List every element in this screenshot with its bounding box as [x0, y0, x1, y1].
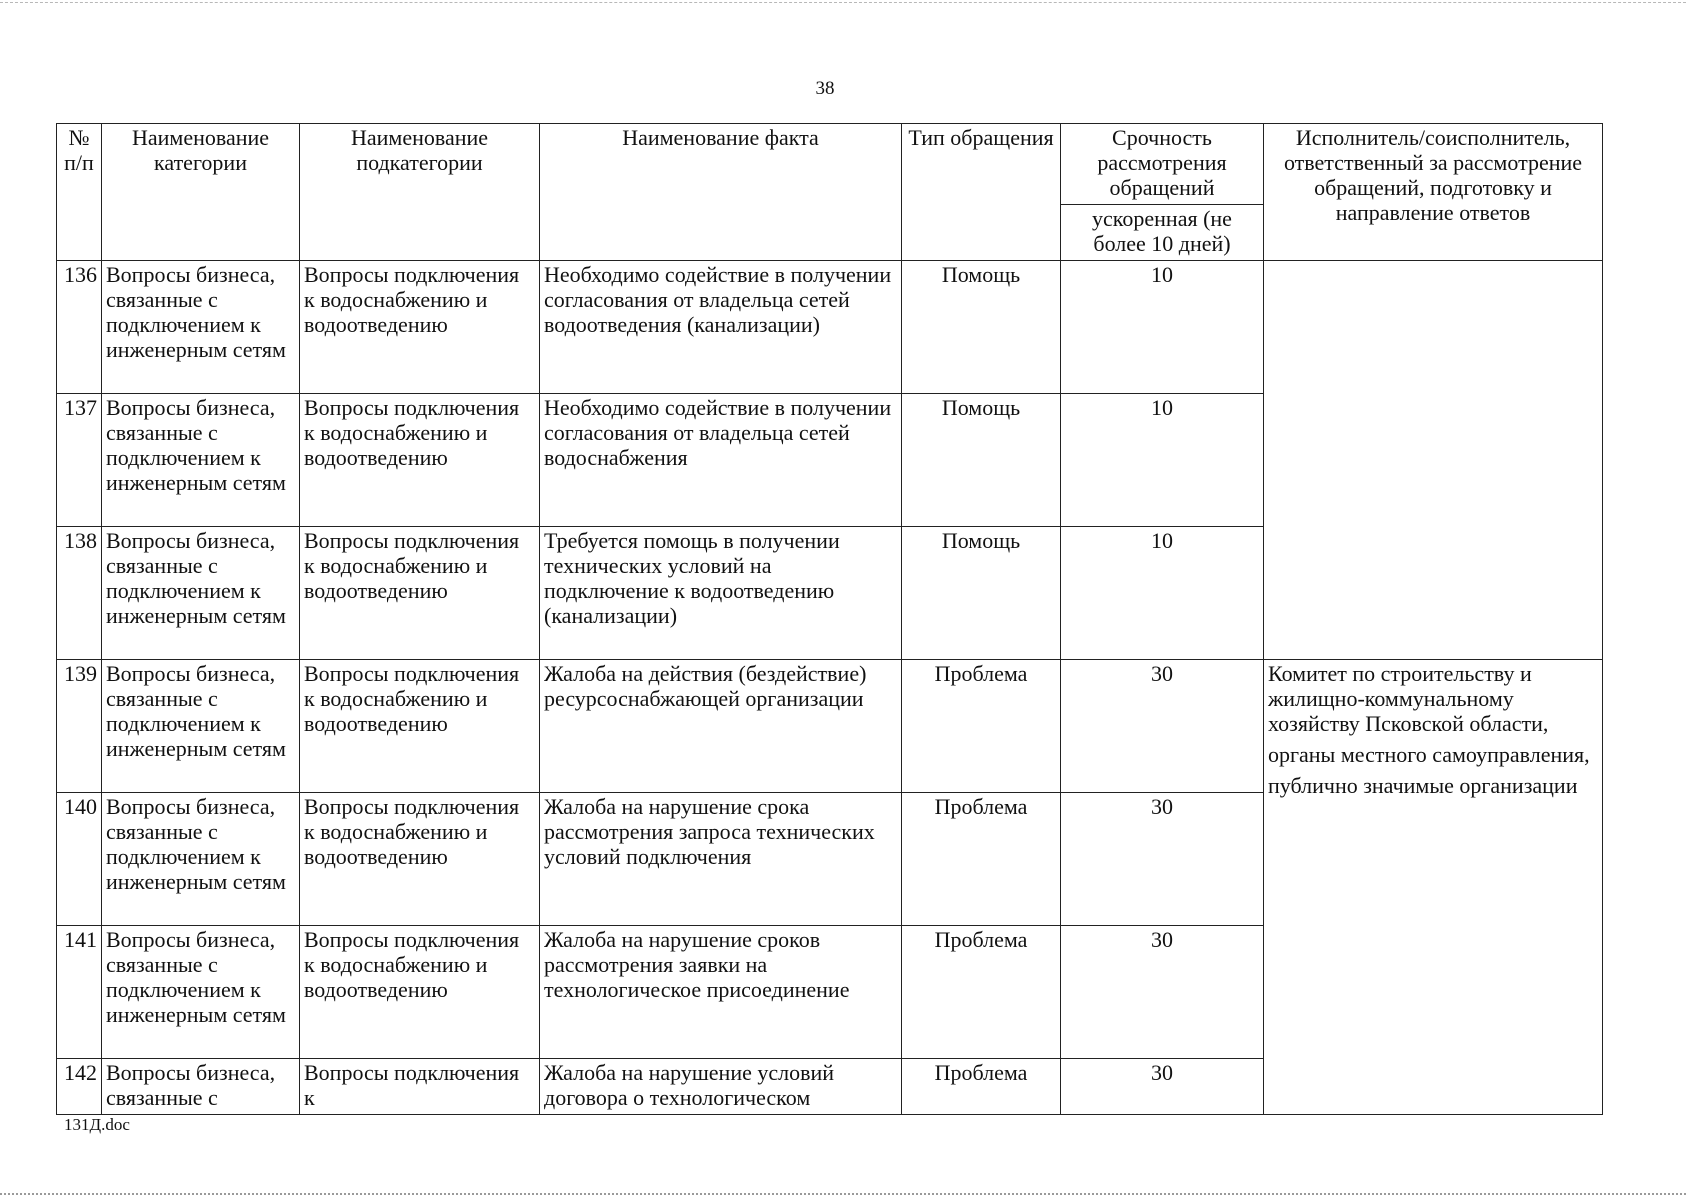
table-row [57, 261, 1603, 394]
row-type: Проблема [902, 793, 1061, 926]
row-subcategory: Вопросы подключения к водоснабжению и водоотведению [300, 660, 540, 793]
row-type: Помощь [902, 527, 1061, 660]
row-category: Вопросы бизнеса, связанные с [102, 1059, 300, 1115]
row-executor-empty [1264, 261, 1603, 660]
header-urgency-accelerated: ускоренная (не более 10 дней) [1061, 205, 1264, 261]
row-category: Вопросы бизнеса, связанные с подключением к инженерным сетям [102, 261, 300, 394]
row-number: 139 [57, 660, 102, 793]
row-category: Вопросы бизнеса, связанные с подключением к инженерным сетям [102, 660, 300, 793]
page-number: 38 [815, 78, 835, 99]
row-fact: Жалоба на нарушение сроков рассмотрения заявки на технологическое присоединение [540, 926, 902, 1059]
row-days: 30 [1061, 926, 1264, 1059]
row-days: 30 [1061, 660, 1264, 793]
row-subcategory: Вопросы подключения к водоснабжению и водоотведению [300, 793, 540, 926]
row-days: 10 [1061, 527, 1264, 660]
row-type: Проблема [902, 926, 1061, 1059]
executor-cell [1264, 660, 1603, 1115]
row-subcategory: Вопросы подключения к водоснабжению и водоотведению [300, 261, 540, 394]
row-number: 136 [57, 261, 102, 394]
executor-committee: Комитет по строительству и жилищно-коммунальному хозяйству Псковской области, [1268, 661, 1549, 736]
row-days: 30 [1061, 1059, 1264, 1115]
header-type: Тип обращения [902, 124, 1061, 261]
header-executor: Исполнитель/соисполнитель, ответственный за рассмотрение обращений, подготовку и направление ответов [1264, 124, 1603, 261]
row-subcategory: Вопросы подключения к водоснабжению и водоотведению [300, 527, 540, 660]
row-subcategory: Вопросы подключения к [300, 1059, 540, 1115]
row-days: 10 [1061, 394, 1264, 527]
row-fact: Необходимо содействие в получении согласования от владельца сетей водоотведения (канализации) [540, 261, 902, 394]
appeals-table [56, 123, 1603, 1115]
executor-public-organizations: публично значимые организации [1268, 773, 1578, 798]
row-days: 10 [1061, 261, 1264, 394]
row-subcategory: Вопросы подключения к водоснабжению и водоотведению [300, 926, 540, 1059]
row-number: 138 [57, 527, 102, 660]
table-row [57, 660, 1603, 793]
row-fact: Жалоба на нарушение срока рассмотрения запроса технических условий подключения [540, 793, 902, 926]
header-num: № п/п [57, 124, 102, 261]
row-number: 142 [57, 1059, 102, 1115]
header-urgency: Срочность рассмотрения обращений [1061, 124, 1264, 205]
row-category: Вопросы бизнеса, связанные с подключением к инженерным сетям [102, 527, 300, 660]
row-category: Вопросы бизнеса, связанные с подключением к инженерным сетям [102, 926, 300, 1059]
row-number: 140 [57, 793, 102, 926]
row-type: Помощь [902, 261, 1061, 394]
row-category: Вопросы бизнеса, связанные с подключением к инженерным сетям [102, 793, 300, 926]
header-fact: Наименование факта [540, 124, 902, 261]
row-fact: Жалоба на нарушение условий договора о технологическом [540, 1059, 902, 1115]
row-type: Помощь [902, 394, 1061, 527]
scan-edge-top [0, 2, 1686, 3]
row-fact: Требуется помощь в получении технических условий на подключение к водоотведению (канализации) [540, 527, 902, 660]
header-subcategory: Наименование подкатегории [300, 124, 540, 261]
row-number: 141 [57, 926, 102, 1059]
row-days: 30 [1061, 793, 1264, 926]
scan-edge-bottom [0, 1193, 1686, 1195]
row-number: 137 [57, 394, 102, 527]
row-type: Проблема [902, 660, 1061, 793]
row-fact: Необходимо содействие в получении согласования от владельца сетей водоснабжения [540, 394, 902, 527]
row-type: Проблема [902, 1059, 1061, 1115]
document-file-code: 131Д.doc [64, 1115, 130, 1134]
row-subcategory: Вопросы подключения к водоснабжению и водоотведению [300, 394, 540, 527]
table-header-row [57, 124, 1603, 205]
row-fact: Жалоба на действия (бездействие) ресурсоснабжающей организации [540, 660, 902, 793]
header-category: Наименование категории [102, 124, 300, 261]
row-category: Вопросы бизнеса, связанные с подключением к инженерным сетям [102, 394, 300, 527]
executor-local-government: органы местного самоуправления, [1268, 742, 1590, 767]
